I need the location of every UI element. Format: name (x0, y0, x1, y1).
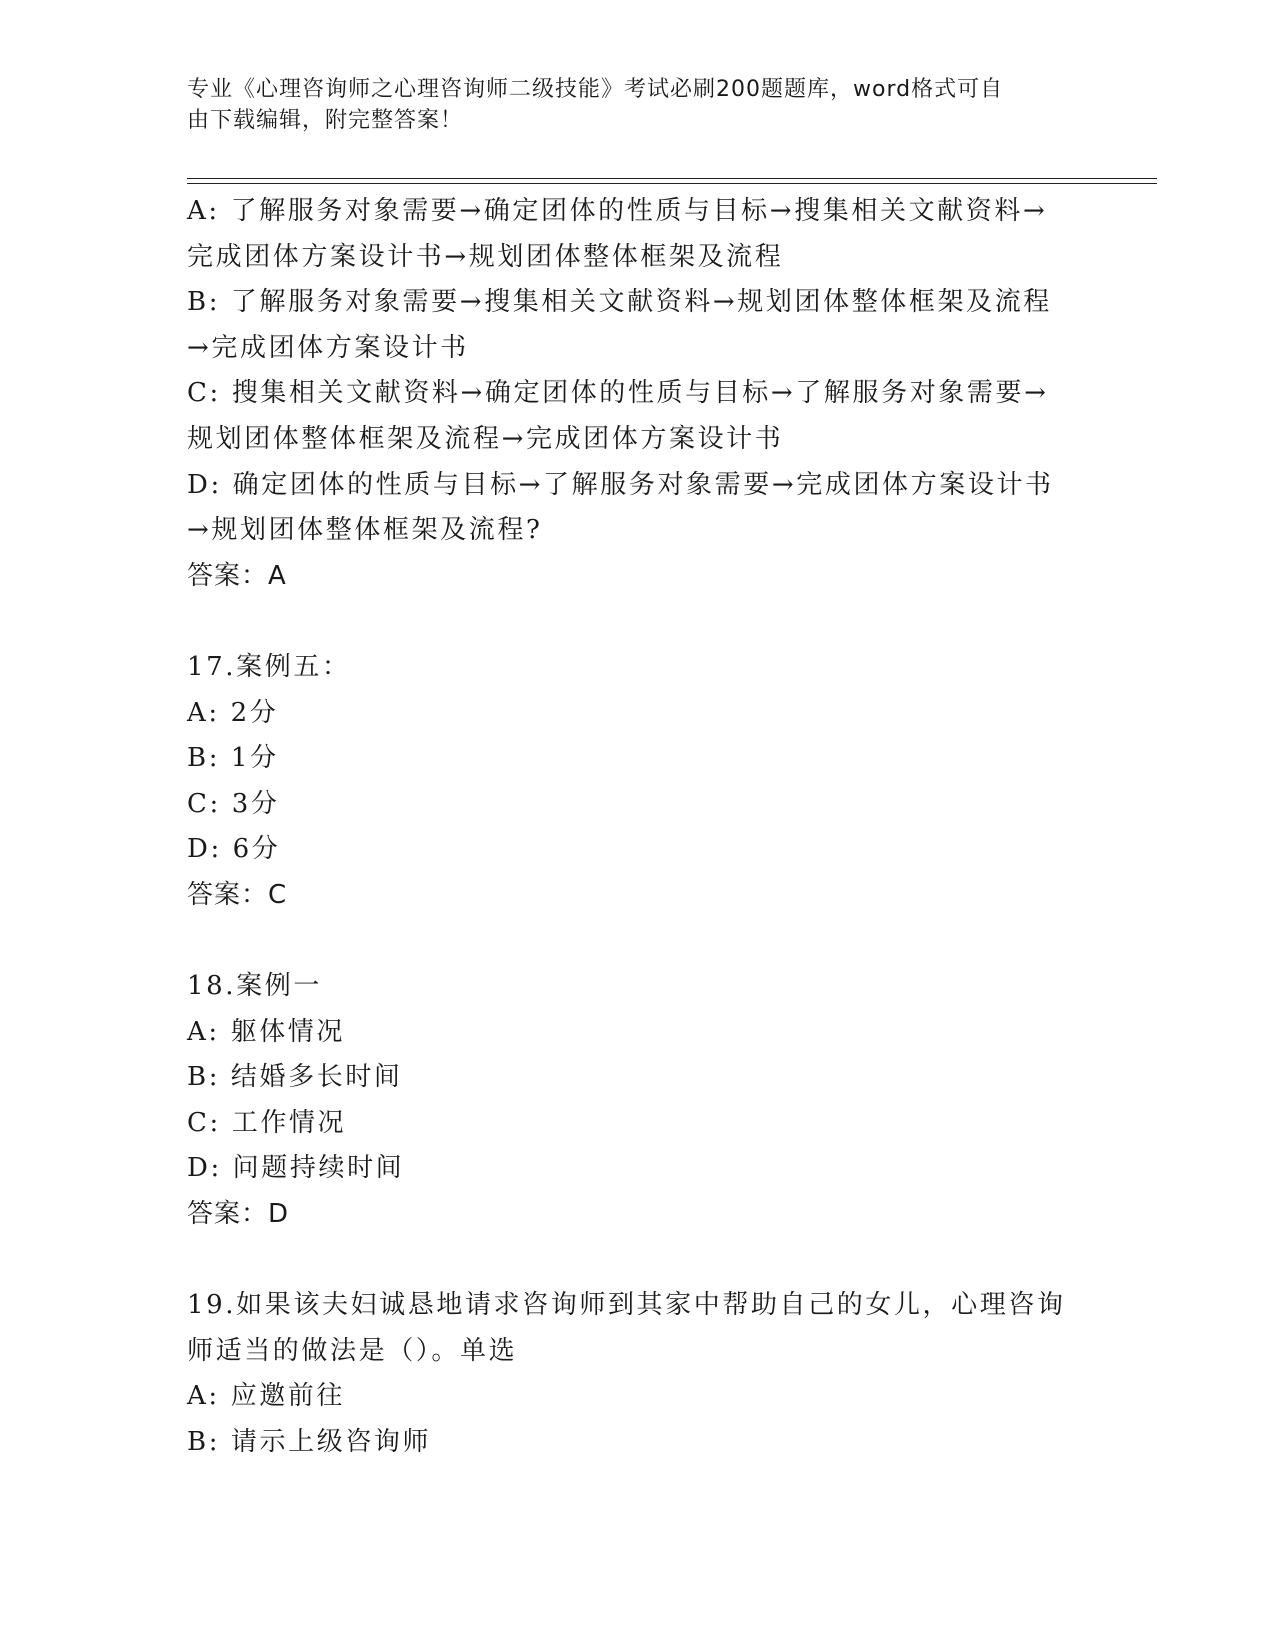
spacer (187, 919, 1087, 965)
option-b-line-2: →完成团体方案设计书 (187, 332, 469, 363)
question-list (187, 189, 1087, 1466)
question-stem: 18.案例一 (187, 971, 322, 1002)
option-c-line-2: 规划团体整体框架及流程→完成团体方案设计书 (187, 423, 784, 454)
answer-label: 答案：D (187, 1199, 290, 1230)
question-stem-line-2: 师适当的做法是（）。单选 (187, 1335, 518, 1366)
option-d: D: 6分 (187, 834, 281, 865)
option-c: C: 3分 (187, 788, 280, 819)
option-b: B: 结婚多长时间 (187, 1062, 403, 1093)
question-19 (187, 1283, 1087, 1465)
answer-label: 答案：C (187, 879, 288, 910)
option-a-line-2: 完成团体方案设计书→规划团体整体框架及流程 (187, 241, 784, 272)
question-18 (187, 964, 1087, 1238)
spacer (187, 599, 1087, 645)
option-d-line-1: D: 确定团体的性质与目标→了解服务对象需要→完成团体方案设计书 (187, 469, 1054, 500)
option-a: A: 躯体情况 (187, 1016, 346, 1047)
header-line-2: 由下载编辑，附完整答案！ (187, 108, 464, 133)
option-b: B: 1分 (187, 743, 279, 774)
question-16 (187, 189, 1087, 599)
document-header (187, 74, 1072, 136)
question-17 (187, 645, 1087, 919)
spacer (187, 1238, 1087, 1284)
option-c-line-1: C: 搜集相关文献资料→确定团体的性质与目标→了解服务对象需要→ (187, 378, 1049, 409)
option-a: A: 2分 (187, 697, 279, 728)
option-a-line-1: A: 了解服务对象需要→确定团体的性质与目标→搜集相关文献资料→ (187, 196, 1048, 226)
header-divider-top (187, 178, 1157, 179)
question-stem-line-1: 19.如果该夫妇诚恳地请求咨询师到其家中帮助自己的女儿，心理咨询 (187, 1290, 1066, 1321)
option-a: A: 应邀前往 (187, 1381, 346, 1412)
question-stem: 17.案例五： (187, 651, 351, 682)
answer-label: 答案：A (187, 560, 287, 591)
option-d-line-2: →规划团体整体框架及流程? (187, 515, 543, 546)
option-c: C: 工作情况 (187, 1107, 347, 1138)
option-d: D: 问题持续时间 (187, 1153, 405, 1184)
header-line-1: 专业《心理咨询师之心理咨询师二级技能》考试必刷200题题库，word格式可自 (187, 77, 1004, 102)
option-b-line-1: B: 了解服务对象需要→搜集相关文献资料→规划团体整体框架及流程 (187, 287, 1052, 318)
header-divider-bottom (187, 183, 1157, 184)
option-b: B: 请示上级咨询师 (187, 1427, 432, 1458)
